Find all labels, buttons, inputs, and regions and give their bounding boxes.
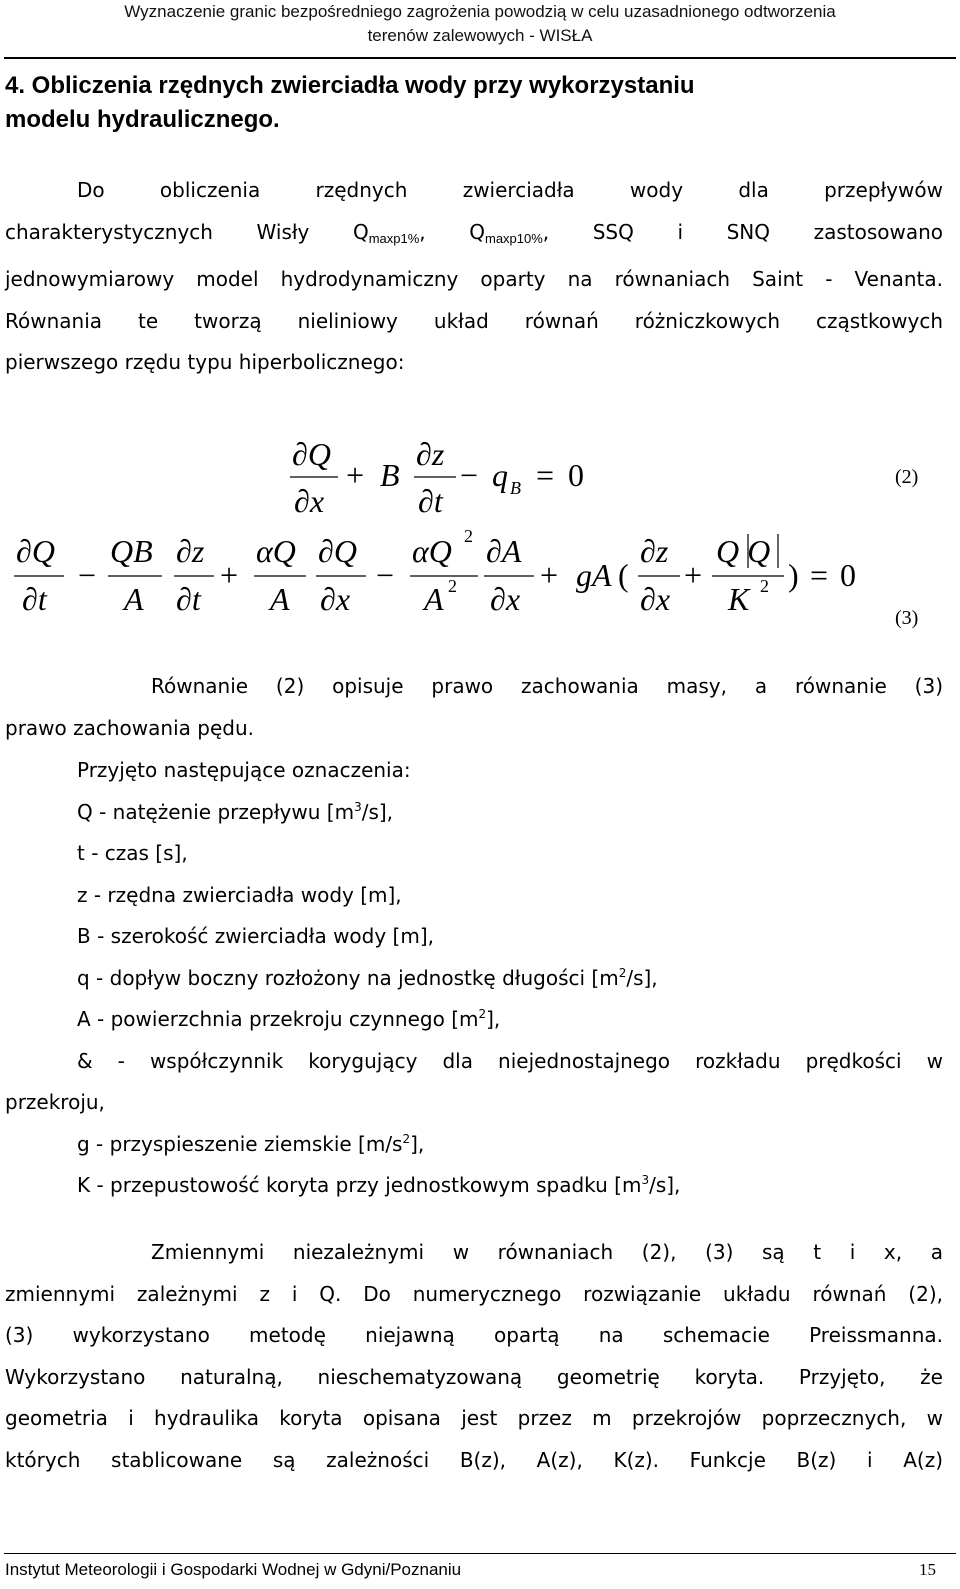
eq3-plus-3: + bbox=[684, 557, 703, 593]
notation-t: t - czas [s], bbox=[77, 841, 188, 865]
eq3-alpha-q-numerator: αQ bbox=[256, 533, 296, 569]
footer-institute: Instytut Meteorologii i Gospodarki Wodnej w Gdyni/Poznaniu bbox=[5, 1560, 462, 1579]
description-line-2: prawo zachowania pędu. bbox=[5, 715, 254, 740]
eq3-dz-numerator: ∂z bbox=[176, 533, 205, 569]
intro-paragraph bbox=[5, 170, 943, 384]
eq3-dq-dx-numerator: ∂Q bbox=[318, 533, 357, 569]
equation-2-number: (2) bbox=[895, 466, 919, 488]
eq3-dx-denominator: ∂x bbox=[320, 581, 351, 617]
description-paragraph bbox=[5, 666, 943, 749]
eq3-ga: gA bbox=[576, 557, 612, 593]
eq3-left-paren: ( bbox=[618, 557, 629, 593]
intro-line-1: Do obliczenia rzędnych zwierciadła wody dla przepływów bbox=[77, 178, 943, 202]
eq3-minus-1: − bbox=[78, 557, 97, 593]
eq2-b: B bbox=[380, 457, 400, 493]
eq3-alpha-q2-numerator: αQ bbox=[412, 533, 452, 569]
notation-intro: Przyjęto następujące oznaczenia: bbox=[77, 758, 411, 782]
running-header-line-1: Wyznaczenie granic bezpośredniego zagrożenia powodzią w celu uzasadnionego odtworzenia bbox=[124, 2, 836, 21]
eq3-q-abs-q-numerator: Q Q bbox=[716, 533, 771, 569]
equation-3-number: (3) bbox=[895, 607, 919, 629]
closing-line-4: Wykorzystano naturalną, nieschematyzowaną geometrię koryta. Przyjęto, że bbox=[5, 1364, 943, 1389]
eq3-plus-2: + bbox=[540, 557, 559, 593]
notation-g: g - przyspieszenie ziemskie $[m/s^2]$, bbox=[77, 1131, 425, 1156]
eq3-square-2: 2 bbox=[448, 576, 457, 596]
eq2-minus: − bbox=[460, 457, 479, 493]
eq3-minus-2: − bbox=[376, 557, 395, 593]
eq3-dx-denominator-2: ∂x bbox=[490, 581, 521, 617]
eq2-dq-numerator: ∂Q bbox=[292, 436, 331, 472]
eq3-a-denominator-1: A bbox=[124, 581, 144, 617]
eq3-zero: 0 bbox=[840, 557, 856, 593]
notation-b: B - szerokość zwierciadła wody [m], bbox=[77, 924, 435, 948]
description-line-1: Równanie (2) opisuje prawo zachowania masy, a równanie (3) bbox=[151, 674, 943, 698]
closing-line-3: (3) wykorzystano metodę niejawną opartą na schemacie Preissmanna. bbox=[5, 1323, 943, 1347]
closing-line-6: których stablicowane są zależności B(z), A(z), K(z). Funkcje B(z) i A(z) bbox=[5, 1447, 943, 1472]
eq3-plus-1: + bbox=[220, 557, 239, 593]
eq3-da-numerator: ∂A bbox=[486, 533, 522, 569]
eq3-dq-dt-numerator: ∂Q bbox=[16, 533, 55, 569]
eq3-a-denominator-2: A bbox=[270, 581, 290, 617]
closing-line-1: Zmiennymi niezależnymi w równaniach (2), (3) są t i x, a bbox=[151, 1240, 943, 1264]
eq3-square-1: 2 bbox=[464, 526, 473, 546]
eq3-square-3: 2 bbox=[760, 576, 769, 596]
eq3-dt-denominator: ∂t bbox=[22, 581, 47, 617]
running-header-line-2: terenów zalewowych - WISŁA bbox=[367, 26, 593, 45]
notation-lateral-inflow: q - dopływ boczny rozłożony na jednostkę długości $[m^2/s]$, bbox=[77, 965, 658, 990]
notation-k: K - przepustowość koryta przy jednostkowym spadku $[m^3/s]$, bbox=[77, 1173, 681, 1197]
eq2-dz-numerator: ∂z bbox=[416, 436, 445, 472]
eq2-dt-denominator: ∂t bbox=[418, 483, 443, 519]
eq3-a2-denominator: A bbox=[424, 581, 444, 617]
notation-alpha-line-2: przekroju, bbox=[5, 1090, 105, 1114]
eq3-k-denominator: K bbox=[728, 581, 750, 617]
equation-3 bbox=[0, 520, 960, 635]
eq2-dx-denominator: ∂x bbox=[294, 483, 325, 519]
eq3-equals: = bbox=[810, 557, 829, 593]
notation-a: A - powierzchnia przekroju czynnego $[m^2]$, bbox=[77, 1007, 501, 1031]
closing-paragraph bbox=[5, 1232, 943, 1481]
eq3-dx-denominator-3: ∂x bbox=[640, 581, 671, 617]
eq3-right-paren: ) bbox=[788, 557, 799, 593]
notation-list bbox=[5, 750, 943, 1207]
eq3-dz-numerator-2: ∂z bbox=[640, 533, 669, 569]
intro-line-4: Równania te tworzą nieliniowy układ równań różniczkowych cząstkowych bbox=[5, 308, 943, 333]
eq3-qb-numerator: QB bbox=[110, 533, 153, 569]
equation-2 bbox=[0, 420, 960, 520]
section-title-line-2: modelu hydraulicznego. bbox=[5, 106, 280, 133]
intro-line-3: jednowymiarowy model hydrodynamiczny oparty na równaniach Saint - Venanta. bbox=[5, 267, 943, 291]
eq2-plus: + bbox=[346, 457, 365, 493]
section-title bbox=[5, 69, 955, 137]
notation-q: Q - natężenie przepływu $[m^3/s]$, bbox=[77, 799, 394, 824]
header-rule bbox=[4, 57, 956, 59]
notation-z: z - rzędna zwierciadła wody [m], bbox=[77, 882, 402, 907]
eq2-q: q bbox=[492, 457, 508, 493]
intro-line-5: pierwszego rzędu typu hiperbolicznego: bbox=[5, 350, 405, 374]
eq2-q-subscript: B bbox=[510, 478, 521, 498]
notation-alpha-line-1: & - współczynnik korygujący dla niejednostajnego rozkładu prędkości w bbox=[77, 1048, 943, 1073]
closing-line-5: geometria i hydraulika koryta opisana jest przez m przekrojów poprzecznych, w bbox=[5, 1406, 943, 1430]
closing-line-2: zmiennymi zależnymi z i Q. Do numerycznego rozwiązanie układu równań (2), bbox=[5, 1281, 943, 1306]
eq2-equals: = bbox=[536, 457, 555, 493]
eq2-zero: 0 bbox=[568, 457, 584, 493]
footer-rule bbox=[4, 1553, 956, 1554]
intro-line-2: charakterystycznych Wisły $Q_{maxp1\%}$, $Q_{maxp10\%}$, SSQ i SNQ zastosowano bbox=[5, 219, 943, 246]
eq3-dt-denominator-2: ∂t bbox=[176, 581, 201, 617]
section-title-line-1: 4. Obliczenia rzędnych zwierciadła wody przy wykorzystaniu bbox=[5, 72, 695, 99]
page-number: 15 bbox=[919, 1560, 936, 1579]
